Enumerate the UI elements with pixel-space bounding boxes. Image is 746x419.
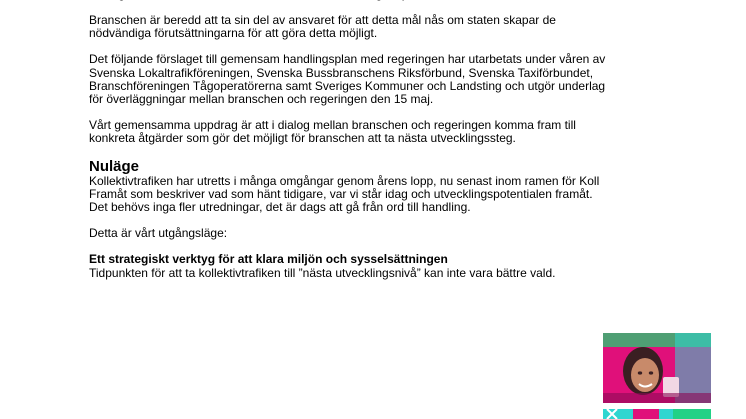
paragraph-status: Kollektivtrafiken har utretts i många omgångar genom årens lopp, nu senast inom ramen för Koll Framåt som beskriver vad som hänt tidigare, var vi står idag och utvecklingspotentialen framåt. Det behövs inga fler utredningar, det är dags att gå från ord till handling.	[89, 173, 600, 215]
paragraph-proposal: Det följande förslaget till gemensam handlingsplan med regeringen har utarbetats under våren av Svenska Lokaltrafikföreningen, Svenska Bussbranschens Riksförbund, Svenska Taxiförbundet, Branschföreningen Tågoperatörerna samt Sveriges Kommuner och Landsting och utgör underlag för överläggningar mellan branschen och regeringen den 15 maj.	[89, 52, 606, 107]
decorative-photo-collage	[603, 333, 711, 419]
photo-cyan-band	[675, 333, 711, 403]
photo-lower-green	[673, 409, 711, 419]
paragraph-starting-point: Detta är vårt utgångsläge:	[89, 226, 228, 241]
subheading-strategic-tool: Ett strategiskt verktyg för att klara miljön och sysselsättningen	[89, 252, 448, 267]
partial-top-line-text	[89, 0, 469, 1]
paragraph-responsibility: Branschen är beredd att ta sin del av ansvaret för att detta mål nås om staten skapar de nödvändiga förutsättningarna för att göra detta möjligt.	[89, 13, 556, 41]
paragraph-timing: Tidpunkten för att ta kollektivtrafiken till ”nästa utvecklingsnivå” kan inte vara bättre vald.	[89, 265, 556, 280]
strategic-tool-block	[89, 253, 609, 279]
document-body	[89, 0, 609, 293]
photo-lower-magenta	[633, 409, 659, 419]
photo-bottom-shade	[603, 393, 711, 403]
section-heading-nulage: Nuläge	[89, 157, 140, 175]
photo-collage-image	[603, 333, 711, 419]
photo-eye-left	[638, 371, 642, 374]
paragraph-mission: Vårt gemensamma uppdrag är att i dialog mellan branschen och regeringen komma fram till konkreta åtgärder som gör det möjligt för branschen att ta nästa utvecklingssteg.	[89, 118, 576, 146]
photo-eye-right	[649, 371, 653, 374]
partial-top-line	[89, 0, 609, 1]
